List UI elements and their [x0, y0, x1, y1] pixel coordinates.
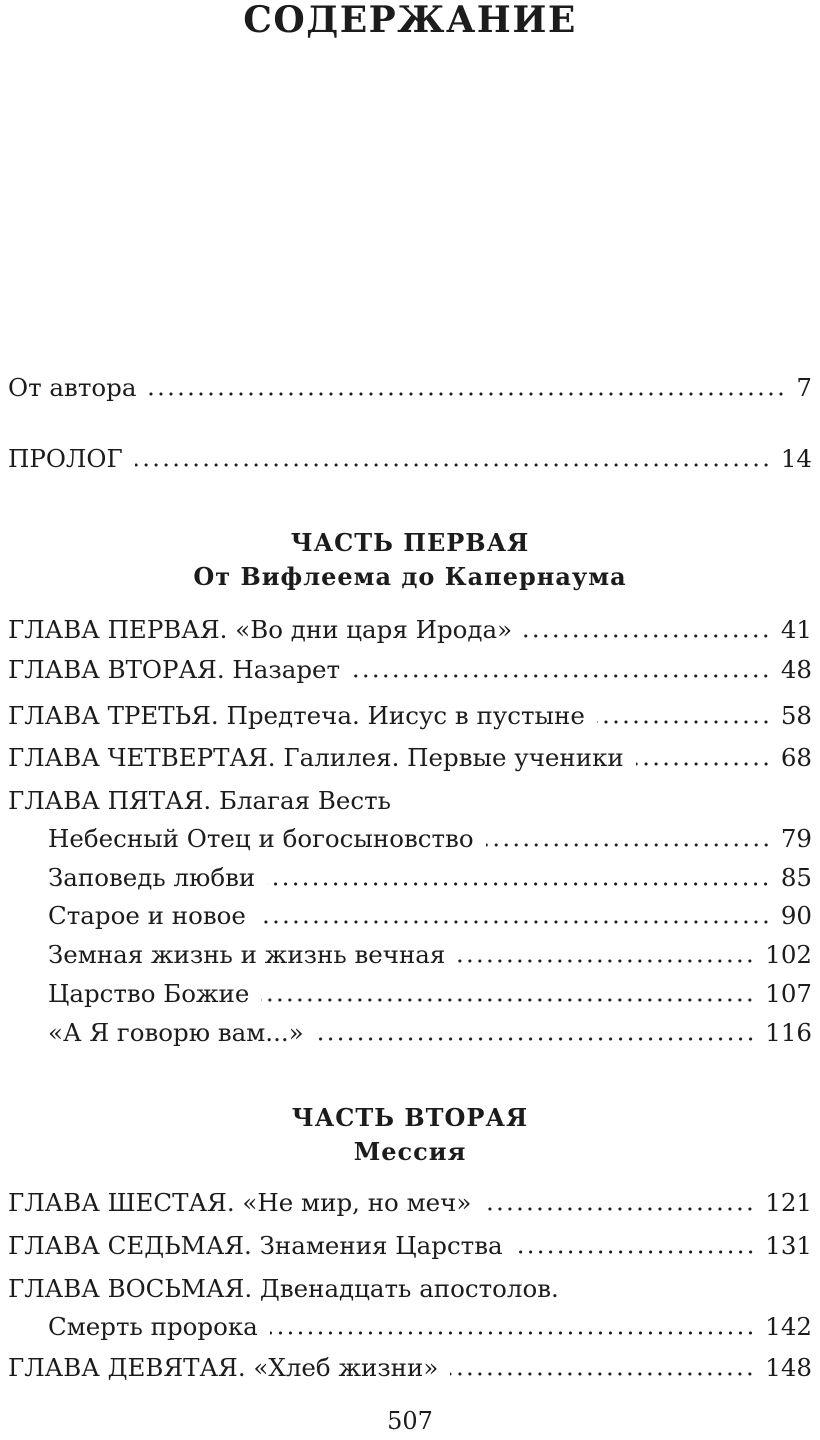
toc-entry-label: ГЛАВА СЕДЬМАЯ. Знамения Царства	[8, 1231, 503, 1260]
toc-entry-page: 90	[780, 901, 812, 930]
dot-leader	[483, 1207, 755, 1211]
toc-entry-label: ГЛАВА ЧЕТВЕРТАЯ. Галилея. Первые ученики	[8, 743, 624, 772]
toc-entry-chapter-9[interactable]	[8, 1350, 812, 1386]
toc-entry-chapter-2[interactable]	[8, 652, 812, 688]
toc-entry-label: ПРОЛОГ	[8, 444, 123, 473]
dot-leader	[457, 959, 755, 963]
dot-leader	[258, 920, 771, 924]
toc-entry-page: 7	[796, 373, 812, 402]
dot-leader	[135, 463, 771, 467]
part-one-subtitle: От Вифлеема до Капернаума	[193, 562, 627, 591]
dot-leader	[636, 762, 771, 766]
toc-entry-page: 116	[765, 1018, 812, 1047]
toc-entry-label: Земная жизнь и жизнь вечная	[48, 940, 446, 969]
toc-entry-page: 58	[780, 701, 812, 730]
toc-entry-label: От автора	[8, 373, 137, 402]
page-number: 507	[387, 1407, 433, 1435]
dot-leader	[524, 634, 771, 638]
toc-entry-page: 131	[765, 1231, 812, 1260]
toc-entry-page: 121	[765, 1188, 812, 1217]
toc-entry-page: 68	[780, 743, 812, 772]
dot-leader	[597, 720, 771, 724]
toc-entry-label: ГЛАВА ТРЕТЬЯ. Предтеча. Иисус в пустыне	[8, 701, 585, 730]
toc-entry-label: ГЛАВА ВТОРАЯ. Назарет	[8, 655, 341, 684]
dot-leader	[486, 843, 771, 847]
dot-leader	[450, 1372, 755, 1376]
toc-entry-label: ГЛАВА ШЕСТАЯ. «Не мир, но меч»	[8, 1188, 472, 1217]
toc-entry-chapter-4[interactable]	[8, 740, 812, 776]
part-two-title: ЧАСТЬ ВТОРАЯ	[291, 1103, 529, 1132]
toc-entry-page: 107	[765, 979, 812, 1008]
dot-leader	[261, 998, 755, 1002]
toc-subentry-kingdom-of-god[interactable]	[48, 976, 812, 1012]
dot-leader	[316, 1037, 756, 1041]
dot-leader	[515, 1250, 756, 1254]
toc-subentry-heavenly-father[interactable]	[48, 821, 812, 857]
toc-subentry-but-i-say[interactable]	[48, 1015, 812, 1051]
toc-entry-chapter-7[interactable]	[8, 1228, 812, 1264]
toc-entry-author[interactable]	[8, 370, 812, 406]
toc-entry-label: ГЛАВА ВОСЬМАЯ. Двенадцать апостолов.	[8, 1274, 559, 1303]
toc-subentry-commandment-of-love[interactable]	[48, 860, 812, 896]
toc-entry-page: 79	[780, 824, 812, 853]
toc-entry-label: ГЛАВА ДЕВЯТАЯ. «Хлеб жизни»	[8, 1353, 439, 1382]
toc-entry-prologue[interactable]	[8, 441, 812, 477]
toc-entry-chapter-5[interactable]	[8, 783, 812, 819]
toc-entry-page: 14	[780, 444, 812, 473]
toc-subentry-earthly-life[interactable]	[48, 937, 812, 973]
toc-entry-page: 142	[765, 1312, 812, 1341]
toc-entry-label: Небесный Отец и богосыновство	[48, 824, 474, 853]
toc-entry-chapter-1[interactable]	[8, 612, 812, 648]
toc-subentry-death-of-prophet[interactable]	[48, 1309, 812, 1345]
dot-leader	[267, 882, 771, 886]
toc-entry-page: 85	[780, 863, 812, 892]
toc-entry-label: «А Я говорю вам...»	[48, 1018, 304, 1047]
part-one-title: ЧАСТЬ ПЕРВАЯ	[290, 528, 530, 557]
dot-leader	[270, 1331, 755, 1335]
part-two-subtitle: Мессия	[353, 1137, 467, 1166]
toc-entry-label: Старое и новое	[48, 901, 246, 930]
toc-entry-chapter-8[interactable]	[8, 1271, 812, 1307]
toc-entry-chapter-3[interactable]	[8, 698, 812, 734]
toc-entry-page: 102	[765, 940, 812, 969]
toc-entry-label: Царство Божие	[48, 979, 250, 1008]
toc-entry-page: 41	[780, 615, 812, 644]
toc-entry-label: Заповедь любви	[48, 863, 256, 892]
toc-entry-label: ГЛАВА ПЯТАЯ. Благая Весть	[8, 786, 391, 815]
toc-entry-label: ГЛАВА ПЕРВАЯ. «Во дни царя Ирода»	[8, 615, 513, 644]
toc-entry-page: 148	[765, 1353, 812, 1382]
page-title: СОДЕРЖАНИЕ	[243, 0, 577, 41]
dot-leader	[148, 392, 786, 396]
toc-subentry-old-and-new[interactable]	[48, 898, 812, 934]
toc-entry-chapter-6[interactable]	[8, 1185, 812, 1221]
dot-leader	[352, 674, 771, 678]
toc-entry-page: 48	[780, 655, 812, 684]
toc-entry-label: Смерть пророка	[48, 1312, 258, 1341]
